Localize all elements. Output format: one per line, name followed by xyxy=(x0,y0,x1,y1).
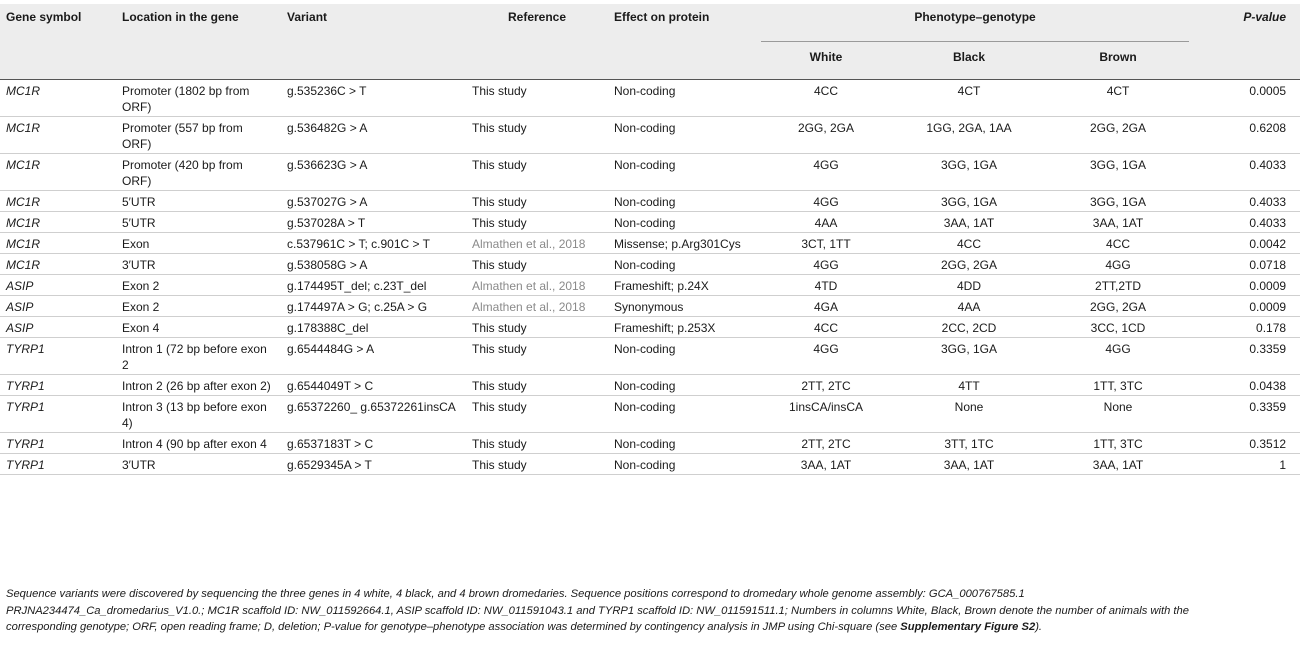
cell-white: 3CT, 1TT xyxy=(801,237,851,251)
cell-white: 1insCA/insCA xyxy=(788,400,864,414)
cell-pvalue: 0.0009 xyxy=(1249,300,1287,314)
table-row xyxy=(0,454,1300,475)
cell-location: Intron 2 (26 bp after exon 2) xyxy=(122,379,271,393)
cell-brown: 2GG, 2GA xyxy=(1090,300,1147,314)
cell-white: 2TT, 2TC xyxy=(801,437,851,451)
cell-reference: This study xyxy=(472,437,527,451)
cell-white: 4CC xyxy=(813,321,838,335)
cell-pvalue: 1 xyxy=(1279,458,1287,472)
cell-brown: 2TT,2TD xyxy=(1095,279,1142,293)
cell-effect: Non-coding xyxy=(614,195,676,209)
cell-variant: g.174497A > G; c.25A > G xyxy=(287,300,428,314)
cell-brown: 1TT, 3TC xyxy=(1093,437,1143,451)
cell-brown: 4CT xyxy=(1106,84,1130,98)
cell-pvalue: 0.178 xyxy=(1256,321,1287,335)
cell-effect: Non-coding xyxy=(614,121,676,135)
cell-brown: 4GG xyxy=(1105,258,1131,272)
cell-effect: Non-coding xyxy=(614,458,676,472)
cell-pvalue: 0.0009 xyxy=(1249,279,1287,293)
cell-black: 3GG, 1GA xyxy=(940,342,998,356)
cell-white: 4GG xyxy=(813,195,839,209)
table-row xyxy=(0,396,1300,433)
header-white: White xyxy=(761,42,891,80)
cell-variant: c.537961C > T; c.901C > T xyxy=(287,237,430,251)
cell-brown: 3CC, 1CD xyxy=(1090,321,1146,335)
table-row xyxy=(0,433,1300,454)
cell-variant: g.6529345A > T xyxy=(287,458,372,472)
cell-brown: 3AA, 1AT xyxy=(1092,216,1144,230)
cell-gene: TYRP1 xyxy=(6,400,45,414)
cell-reference[interactable]: Almathen et al., 2018 xyxy=(472,300,586,314)
cell-white: 4TD xyxy=(814,279,838,293)
cell-black: 3AA, 1AT xyxy=(943,216,995,230)
cell-white: 4GG xyxy=(813,258,839,272)
cell-brown: 4GG xyxy=(1105,342,1131,356)
cell-variant: g.178388C_del xyxy=(287,321,369,335)
cell-location: 5′UTR xyxy=(122,195,156,209)
cell-effect: Frameshift; p.253X xyxy=(614,321,716,335)
cell-variant: g.537027G > A xyxy=(287,195,368,209)
cell-location: 3′UTR xyxy=(122,458,156,472)
table-row xyxy=(0,296,1300,317)
header-variant: Variant xyxy=(287,10,328,24)
cell-gene: TYRP1 xyxy=(6,379,45,393)
genotype-table xyxy=(0,4,1300,475)
cell-black: 3TT, 1TC xyxy=(944,437,994,451)
cell-variant: g.538058G > A xyxy=(287,258,368,272)
cell-effect: Non-coding xyxy=(614,84,676,98)
cell-location: 5′UTR xyxy=(122,216,156,230)
header-location: Location in the gene xyxy=(122,10,239,24)
cell-black: 4CC xyxy=(956,237,981,251)
cell-black: 4CT xyxy=(957,84,981,98)
table-row xyxy=(0,154,1300,191)
cell-gene: MC1R xyxy=(6,237,41,251)
cell-reference: This study xyxy=(472,458,527,472)
cell-white: 4CC xyxy=(813,84,838,98)
cell-variant: g.535236C > T xyxy=(287,84,367,98)
cell-brown: 3GG, 1GA xyxy=(1090,195,1147,209)
header-pvalue: P-value xyxy=(1243,10,1287,24)
cell-pvalue: 0.4033 xyxy=(1249,158,1287,172)
cell-brown: 3GG, 1GA xyxy=(1090,158,1147,172)
cell-reference: This study xyxy=(472,258,527,272)
cell-variant: g.6544049T > C xyxy=(287,379,374,393)
footnote-link[interactable]: Supplementary Figure S2 xyxy=(900,621,1036,633)
cell-black: 1GG, 2GA, 1AA xyxy=(926,121,1012,135)
cell-black: 4TT xyxy=(958,379,980,393)
cell-gene: MC1R xyxy=(6,84,41,98)
cell-reference: This study xyxy=(472,84,527,98)
cell-pvalue: 0.0005 xyxy=(1249,84,1287,98)
header-brown: Brown xyxy=(1047,42,1189,80)
cell-effect: Non-coding xyxy=(614,258,676,272)
cell-pvalue: 0.3359 xyxy=(1249,400,1287,414)
table-row xyxy=(0,117,1300,154)
cell-reference: This study xyxy=(472,216,527,230)
cell-pvalue: 0.0438 xyxy=(1249,379,1287,393)
cell-effect: Non-coding xyxy=(614,342,676,356)
header-reference: Reference xyxy=(507,10,567,24)
cell-reference[interactable]: Almathen et al., 2018 xyxy=(472,237,586,251)
table-body xyxy=(0,80,1300,475)
cell-brown: 4CC xyxy=(1106,237,1131,251)
cell-white: 4GG xyxy=(813,158,839,172)
cell-location: Intron 4 (90 bp after exon 4 xyxy=(122,437,267,451)
table-row xyxy=(0,338,1300,375)
cell-location: 3′UTR xyxy=(122,258,156,272)
cell-location: Exon xyxy=(122,237,150,251)
table-row xyxy=(0,275,1300,296)
cell-effect: Non-coding xyxy=(614,379,676,393)
cell-effect: Non-coding xyxy=(614,216,676,230)
cell-black: 4AA xyxy=(957,300,981,314)
cell-location: Promoter (557 bp from ORF) xyxy=(122,121,243,151)
cell-gene: ASIP xyxy=(6,279,34,293)
cell-black: 4DD xyxy=(956,279,981,293)
table-row xyxy=(0,254,1300,275)
cell-black: 2CC, 2CD xyxy=(941,321,997,335)
cell-gene: ASIP xyxy=(6,321,34,335)
cell-white: 4AA xyxy=(814,216,838,230)
cell-brown: None xyxy=(1103,400,1133,414)
cell-pvalue: 0.6208 xyxy=(1249,121,1287,135)
cell-gene: MC1R xyxy=(6,195,41,209)
footnote-end: ). xyxy=(1035,621,1043,633)
cell-reference: This study xyxy=(472,195,527,209)
cell-reference: This study xyxy=(472,158,527,172)
cell-gene: TYRP1 xyxy=(6,437,45,451)
cell-pvalue: 0.4033 xyxy=(1249,216,1287,230)
cell-black: 3GG, 1GA xyxy=(940,158,998,172)
table-footnote xyxy=(6,586,1196,636)
header-effect: Effect on protein xyxy=(614,10,710,24)
cell-gene: TYRP1 xyxy=(6,458,45,472)
cell-reference: This study xyxy=(472,321,527,335)
table-row xyxy=(0,233,1300,254)
table-header xyxy=(0,4,1300,80)
cell-location: Intron 3 (13 bp before exon 4) xyxy=(122,400,267,430)
cell-pvalue: 0.0718 xyxy=(1249,258,1287,272)
cell-black: 3AA, 1AT xyxy=(943,458,995,472)
cell-location: Exon 4 xyxy=(122,321,160,335)
cell-gene: ASIP xyxy=(6,300,34,314)
cell-pvalue: 0.4033 xyxy=(1249,195,1287,209)
table-row xyxy=(0,80,1300,117)
cell-location: Intron 1 (72 bp before exon 2 xyxy=(122,342,267,372)
table-row xyxy=(0,212,1300,233)
cell-pvalue: 0.3512 xyxy=(1249,437,1287,451)
cell-reference: This study xyxy=(472,121,527,135)
cell-effect: Synonymous xyxy=(614,300,684,314)
cell-variant: g.536623G > A xyxy=(287,158,368,172)
table-row xyxy=(0,191,1300,212)
cell-brown: 2GG, 2GA xyxy=(1090,121,1147,135)
cell-gene: TYRP1 xyxy=(6,342,45,356)
cell-reference: This study xyxy=(472,379,527,393)
cell-white: 4GA xyxy=(813,300,838,314)
cell-variant: g.174495T_del; c.23T_del xyxy=(287,279,427,293)
cell-white: 4GG xyxy=(813,342,839,356)
cell-variant: g.537028A > T xyxy=(287,216,366,230)
cell-variant: g.6537183T > C xyxy=(287,437,374,451)
cell-location: Exon 2 xyxy=(122,300,160,314)
cell-effect: Non-coding xyxy=(614,437,676,451)
cell-reference: This study xyxy=(472,342,527,356)
cell-variant: g.536482G > A xyxy=(287,121,368,135)
cell-reference[interactable]: Almathen et al., 2018 xyxy=(472,279,586,293)
cell-white: 2TT, 2TC xyxy=(801,379,851,393)
cell-pvalue: 0.0042 xyxy=(1249,237,1287,251)
cell-black: None xyxy=(954,400,984,414)
cell-effect: Non-coding xyxy=(614,400,676,414)
header-phenotype-genotype: Phenotype–genotype xyxy=(914,10,1036,24)
cell-black: 3GG, 1GA xyxy=(940,195,998,209)
cell-white: 2GG, 2GA xyxy=(797,121,855,135)
cell-black: 2GG, 2GA xyxy=(940,258,998,272)
cell-location: Promoter (420 bp from ORF) xyxy=(122,158,243,188)
cell-brown: 1TT, 3TC xyxy=(1093,379,1143,393)
cell-gene: MC1R xyxy=(6,258,41,272)
header-black: Black xyxy=(891,42,1047,80)
header-gene-symbol: Gene symbol xyxy=(6,10,82,24)
cell-effect: Frameshift; p.24X xyxy=(614,279,709,293)
cell-brown: 3AA, 1AT xyxy=(1092,458,1144,472)
cell-effect: Non-coding xyxy=(614,158,676,172)
cell-location: Exon 2 xyxy=(122,279,160,293)
cell-variant: g.65372260_ g.65372261insCA xyxy=(287,400,456,414)
cell-pvalue: 0.3359 xyxy=(1249,342,1287,356)
cell-gene: MC1R xyxy=(6,158,41,172)
table-row xyxy=(0,375,1300,396)
cell-gene: MC1R xyxy=(6,121,41,135)
cell-location: Promoter (1802 bp from ORF) xyxy=(122,84,250,114)
cell-reference: This study xyxy=(472,400,527,414)
cell-variant: g.6544484G > A xyxy=(287,342,375,356)
cell-effect: Missense; p.Arg301Cys xyxy=(614,237,741,251)
cell-white: 3AA, 1AT xyxy=(800,458,852,472)
footnote-text: Sequence variants were discovered by sequencing the three genes in 4 white, 4 black, and 4 brown dromedaries. Sequence positions correspond to dromedary whole genome assembly: GCA_000767585.1 PRJNA234474_Ca_dromedarius_V1.0.; MC1R scaffold ID: NW_011592664.1, ASIP scaffold ID: NW_011591043.1 and TYRP1 scaffold ID: NW_011591511.1; Numbers in columns White, Black, Brown denote the number of animals with the corresponding genotype; ORF, open reading frame; D, deletion; P-value for genotype–phenotype association was determined by contingency analysis in JMP using Chi-square (see xyxy=(6,588,1189,633)
table-row xyxy=(0,317,1300,338)
cell-gene: MC1R xyxy=(6,216,41,230)
